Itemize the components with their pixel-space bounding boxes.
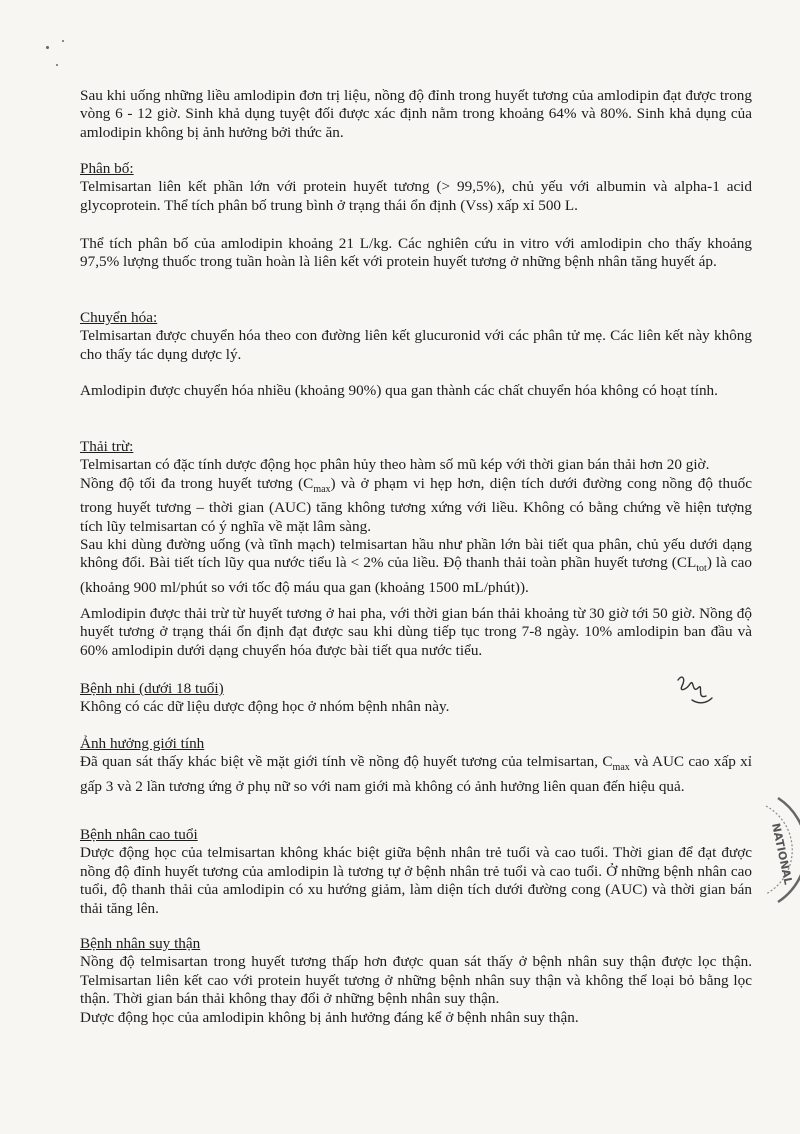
section-heading: Phân bố: — [80, 160, 134, 177]
paragraph: Telmisartan được chuyển hóa theo con đường liên kết glucuronid với các phân tử mẹ. Các liên kết này không cho thấy tác dụng dược lý. — [80, 327, 752, 363]
paragraph-cltot: Sau khi dùng đường uống (và tĩnh mạch) telmisartan hầu như phần lớn bài tiết qua phân, chủ yếu dưới dạng không đổi. Bài tiết tích lũy qua nước tiểu là < 2% của liều. Độ thanh thải toàn phần huyết tương $(CL_{tot})$ là cao (khoảng 900 ml/phút so với tốc độ máu qua gan (khoảng 1500 mL/phút)). — [80, 536, 753, 596]
paragraph: Đã quan sát thấy khác biệt về mặt giới tính về nồng độ huyết tương của telmisartan, $C_{max}$ và AUC cao xấp xỉ gấp 3 và 2 lần tương ứng ở phụ nữ so với nam giới mà không có ảnh hưởng liên quan đến hiệu quả. — [80, 753, 752, 795]
paragraph: Nồng độ telmisartan trong huyết tương thấp hơn được quan sát thấy ở bệnh nhân suy thận được lọc thận. Telmisartan liên kết cao với protein huyết tương ở những bệnh nhân suy thận và không thể loại bỏ bằng lọc thận. Thời gian bán thải không thay đổi ở những bệnh nhân suy thận. — [80, 953, 752, 1008]
gioi-tinh-section — [80, 735, 752, 796]
chuyen-hoa-section — [80, 309, 752, 364]
section-heading: Thải trừ: — [80, 438, 134, 455]
paragraph: Telmisartan liên kết phần lớn với protein huyết tương (> 99,5%), chủ yếu với albumin và alpha-1 acid glycoprotein. Thể tích phân bố trung bình ở trạng thái ổn định (Vss) xấp xỉ 500 L. — [80, 178, 752, 214]
scan-speck — [62, 40, 64, 42]
section-heading: Bệnh nhân suy thận — [80, 935, 201, 952]
paragraph: Telmisartan có đặc tính dược động học phân hủy theo hàm số mũ kép với thời gian bán thải hơn 20 giờ. — [80, 456, 710, 474]
paragraph-cmax: Nồng độ tối đa trong huyết tương $(C_{max})$ và ở phạm vi hẹp hơn, diện tích dưới đường cong nồng độ thuốc trong huyết tương – thời gian (AUC) tăng không tương xứng với liều. Không có bằng chứng về hiện tượng tích lũy telmisartan có ý nghĩa về mặt lâm sàng. — [80, 474, 752, 535]
phan-bo-amlodipin — [80, 235, 752, 272]
scan-speck — [56, 64, 58, 66]
phan-bo-section — [80, 160, 752, 215]
paragraph: Dược động học của telmisartan không khác biệt giữa bệnh nhân trẻ tuổi và cao tuổi. Thời gian để đạt được nồng độ đỉnh huyết tương của amlodipin là tương tự ở bệnh nhân trẻ tuổi và cao tuổi. Ở những bệnh nhân cao tuổi, độ thanh thải của amlodipin có xu hướng giảm, làm diện tích dưới đường cong (AUC) và thời gian bán thải tăng lên. — [80, 844, 752, 917]
paragraph: Thể tích phân bố của amlodipin khoảng 21 L/kg. Các nghiên cứu in vitro với amlodipin cho thấy khoảng 97,5% lượng thuốc trong tuần hoàn là liên kết với protein huyết tương ở những bệnh nhân tăng huyết áp. — [80, 235, 752, 271]
suy-than-section — [80, 935, 752, 1027]
section-heading: Chuyển hóa: — [80, 309, 158, 326]
thai-tru-section — [80, 438, 752, 597]
section-heading: Bệnh nhi (dưới 18 tuổi) — [80, 680, 224, 697]
intro-paragraph: Sau khi uống những liều amlodipin đơn trị liệu, nồng độ đỉnh trong huyết tương của amlodipin đạt được trong vòng 6 - 12 giờ. Sinh khả dụng tuyệt đối được xác định nằm trong khoảng 64% và 80%. Sinh khả dụng của amlodipin không bị ảnh hưởng bởi thức ăn. — [80, 87, 752, 141]
section-heading: Bệnh nhân cao tuổi — [80, 826, 198, 843]
handwritten-initials — [672, 670, 718, 710]
scan-speck — [46, 46, 49, 49]
stamp-text: NATIONAL — [769, 821, 795, 886]
chuyen-hoa-amlodipin — [80, 382, 752, 400]
paragraph: Amlodipin được thải trừ từ huyết tương ở hai pha, với thời gian bán thải khoảng từ 30 giờ tới 50 giờ. Nồng độ huyết tương ở trạng thái ổn định đạt được sau khi dùng tiếp tục trong 7-8 ngày. 10% amlodipin ban đầu và 60% amlodipin dưới dạng chuyển hóa được bài tiết qua nước tiểu. — [80, 605, 752, 659]
paragraph: Dược động học của amlodipin không bị ảnh hưởng đáng kể ở bệnh nhân suy thận. — [80, 1008, 579, 1026]
benh-nhi-section — [80, 680, 752, 717]
official-stamp — [720, 790, 800, 910]
paragraph: Không có các dữ liệu dược động học ở nhóm bệnh nhân này. — [80, 698, 450, 716]
thai-tru-amlodipin — [80, 605, 752, 660]
intro-section — [80, 87, 752, 142]
section-heading: Ảnh hưởng giới tính — [80, 735, 205, 752]
paragraph: Amlodipin được chuyển hóa nhiều (khoảng 90%) qua gan thành các chất chuyển hóa không có hoạt tính. — [80, 382, 718, 399]
cao-tuoi-section — [80, 826, 752, 918]
